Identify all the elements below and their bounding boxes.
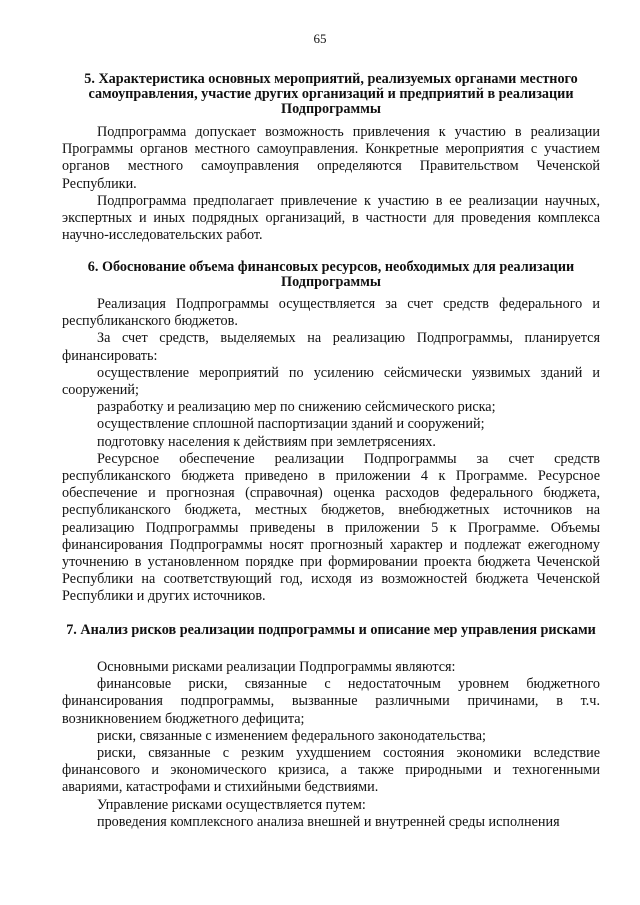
list-item: финансовые риски, связанные с недостаточным уровнем бюджетного финансирования подпрограммы, вызванные различными причинами, в т.ч. возникновением бюджетного дефицита; bbox=[62, 676, 600, 727]
section-6-heading: 6. Обоснование объема финансовых ресурсов, необходимых для реализации Подпрограммы bbox=[87, 259, 575, 290]
list-item: подготовку населения к действиям при землетрясениях. bbox=[97, 433, 436, 450]
paragraph: За счет средств, выделяемых на реализацию Подпрограммы, планируется финансировать: bbox=[62, 330, 600, 364]
list-item: риски, связанные с резким ухудшением состояния экономики вследствие финансового и экономического кризиса, а также природными и техногенными авариями, катастрофами и стихийными бедствиями. bbox=[62, 745, 600, 796]
page-number: 65 bbox=[313, 31, 327, 46]
section-5-body bbox=[62, 124, 600, 244]
list-item: осуществление сплошной паспортизации зданий и сооружений; bbox=[97, 416, 485, 433]
section-7-body bbox=[62, 659, 600, 831]
paragraph: Ресурсное обеспечение реализации Подпрограммы за счет средств республиканского бюджета приведено в приложении 4 к Программе. Ресурсное обеспечение и прогнозная (справочная) оценка расходов федерального бюджета, республиканского бюджета, местных бюджетов, внебюджетных источников на реализацию Подпрограммы приведены в приложении 5 к Программе. Объемы финансирования Подпрограммы носят прогнозный характер и подлежат ежегодному уточнению в установленном порядке при формировании проекта бюджета Чеченской Республики на соответствующий год, исходя из возможностей бюджета Чеченской Республики и других источников. bbox=[62, 450, 600, 605]
section-5-heading: 5. Характеристика основных мероприятий, реализуемых органами местного самоуправления, участие других организаций и предприятий в реализации Подпрограммы bbox=[84, 71, 578, 117]
list-item: осуществление мероприятий по усилению сейсмически уязвимых зданий и сооружений; bbox=[62, 364, 600, 399]
list-item: риски, связанные с изменением федерального законодательства; bbox=[97, 727, 486, 744]
section-5-heading-block bbox=[62, 72, 600, 117]
paragraph: Подпрограмма допускает возможность привлечения к участию в реализации Программы органов местного самоуправления. Конкретные мероприятия с участием органов местного самоуправления определяются Правительством Чеченской Республики. bbox=[62, 124, 600, 192]
paragraph: Реализация Подпрограммы осуществляется за счет средств федерального и республиканского бюджетов. bbox=[62, 296, 600, 330]
paragraph: Управление рисками осуществляется путем: bbox=[97, 796, 366, 813]
section-7-heading: 7. Анализ рисков реализации подпрограммы и описание мер управления рисками bbox=[66, 622, 596, 638]
section-6-body bbox=[62, 296, 600, 606]
paragraph: Подпрограмма предполагает привлечение к участию в ее реализации научных, экспертных и иных подрядных организаций, в частности для проведения комплекса научно-исследовательских работ. bbox=[62, 192, 600, 244]
list-item: разработку и реализацию мер по снижению сейсмического риска; bbox=[97, 399, 496, 416]
paragraph: Основными рисками реализации Подпрограммы являются: bbox=[97, 659, 456, 675]
section-7-heading-block bbox=[62, 623, 600, 638]
list-item: проведения комплексного анализа внешней и внутренней среды исполнения bbox=[97, 813, 560, 830]
section-6-heading-block bbox=[62, 260, 600, 290]
